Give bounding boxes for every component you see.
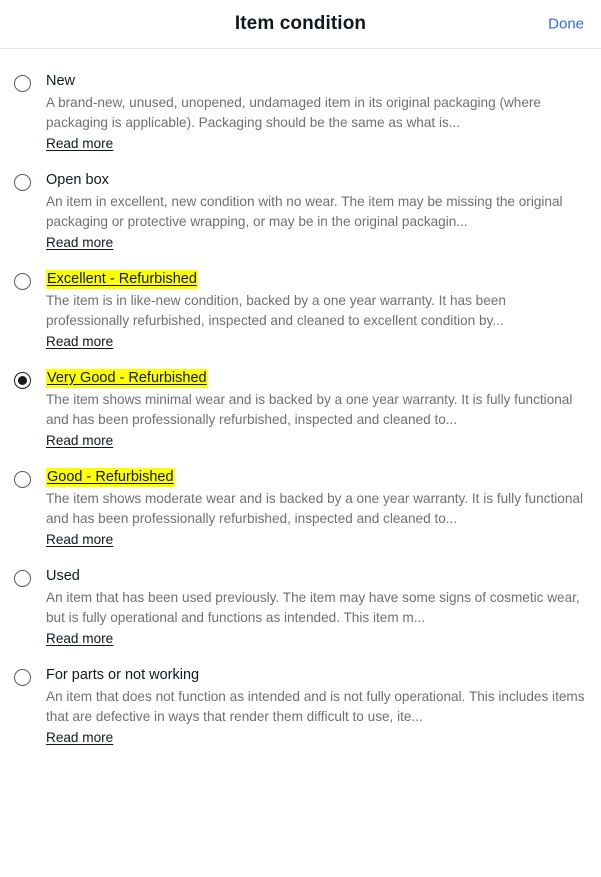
radio-wrap — [14, 567, 46, 587]
option-description: An item that does not function as intended and is not fully operational. This includes items that are defective in ways that render them difficult to use, ite... — [46, 689, 585, 724]
page-title: Item condition — [234, 13, 367, 34]
option-body — [46, 666, 587, 747]
radio-button-icon[interactable] — [14, 570, 31, 587]
condition-option[interactable] — [14, 560, 587, 659]
read-more-link[interactable]: Read more — [46, 433, 114, 448]
condition-option[interactable] — [14, 362, 587, 461]
option-label: Used — [46, 568, 80, 584]
option-description: The item shows minimal wear and is backed by a one year warranty. It is fully functional and has been professionally refurbished, inspected and cleaned to... — [46, 392, 573, 427]
radio-button-icon[interactable] — [14, 273, 31, 290]
option-label: Open box — [46, 172, 109, 188]
option-description: A brand-new, unused, unopened, undamaged item in its original packaging (where packaging is applicable). Packaging should be the same as what is... — [46, 95, 541, 130]
option-description: An item that has been used previously. The item may have some signs of cosmetic wear, but is fully operational and functions as intended. This item m... — [46, 590, 580, 625]
option-body — [46, 270, 587, 351]
read-more-link[interactable]: Read more — [46, 532, 114, 547]
radio-wrap — [14, 171, 46, 191]
radio-button-icon[interactable] — [14, 372, 31, 389]
option-label: Excellent - Refurbished — [47, 271, 197, 287]
radio-wrap — [14, 270, 46, 290]
dialog-header — [0, 0, 601, 49]
read-more-link[interactable]: Read more — [46, 235, 114, 250]
condition-option[interactable] — [14, 659, 587, 758]
radio-wrap — [14, 666, 46, 686]
condition-option[interactable] — [14, 65, 587, 164]
radio-wrap — [14, 468, 46, 488]
read-more-link[interactable]: Read more — [46, 730, 114, 745]
radio-button-icon[interactable] — [14, 471, 31, 488]
read-more-link[interactable]: Read more — [46, 334, 114, 349]
option-label: For parts or not working — [46, 667, 200, 683]
radio-button-icon[interactable] — [14, 174, 31, 191]
radio-button-icon[interactable] — [14, 75, 31, 92]
option-body — [46, 567, 587, 648]
condition-option[interactable] — [14, 164, 587, 263]
radio-wrap — [14, 369, 46, 389]
read-more-link[interactable]: Read more — [46, 136, 114, 151]
option-description: An item in excellent, new condition with no wear. The item may be missing the original packaging or protective wrapping, or may be in the original packagin... — [46, 194, 563, 229]
option-body — [46, 171, 587, 252]
radio-wrap — [14, 72, 46, 92]
read-more-link[interactable]: Read more — [46, 631, 114, 646]
option-body — [46, 468, 587, 549]
condition-option-list — [0, 49, 601, 758]
radio-button-icon[interactable] — [14, 669, 31, 686]
condition-option[interactable] — [14, 263, 587, 362]
option-description: The item is in like-new condition, backed by a one year warranty. It has been professionally refurbished, inspected and cleaned to excellent condition by... — [46, 293, 506, 328]
option-label: Very Good - Refurbished — [47, 370, 207, 386]
condition-option[interactable] — [14, 461, 587, 560]
done-button[interactable]: Done — [548, 15, 584, 33]
option-body — [46, 72, 587, 153]
option-label: Good - Refurbished — [47, 469, 174, 485]
option-description: The item shows moderate wear and is backed by a one year warranty. It is fully functional and has been professionally refurbished, inspected and cleaned to... — [46, 491, 583, 526]
option-label: New — [46, 73, 76, 89]
option-body — [46, 369, 587, 450]
